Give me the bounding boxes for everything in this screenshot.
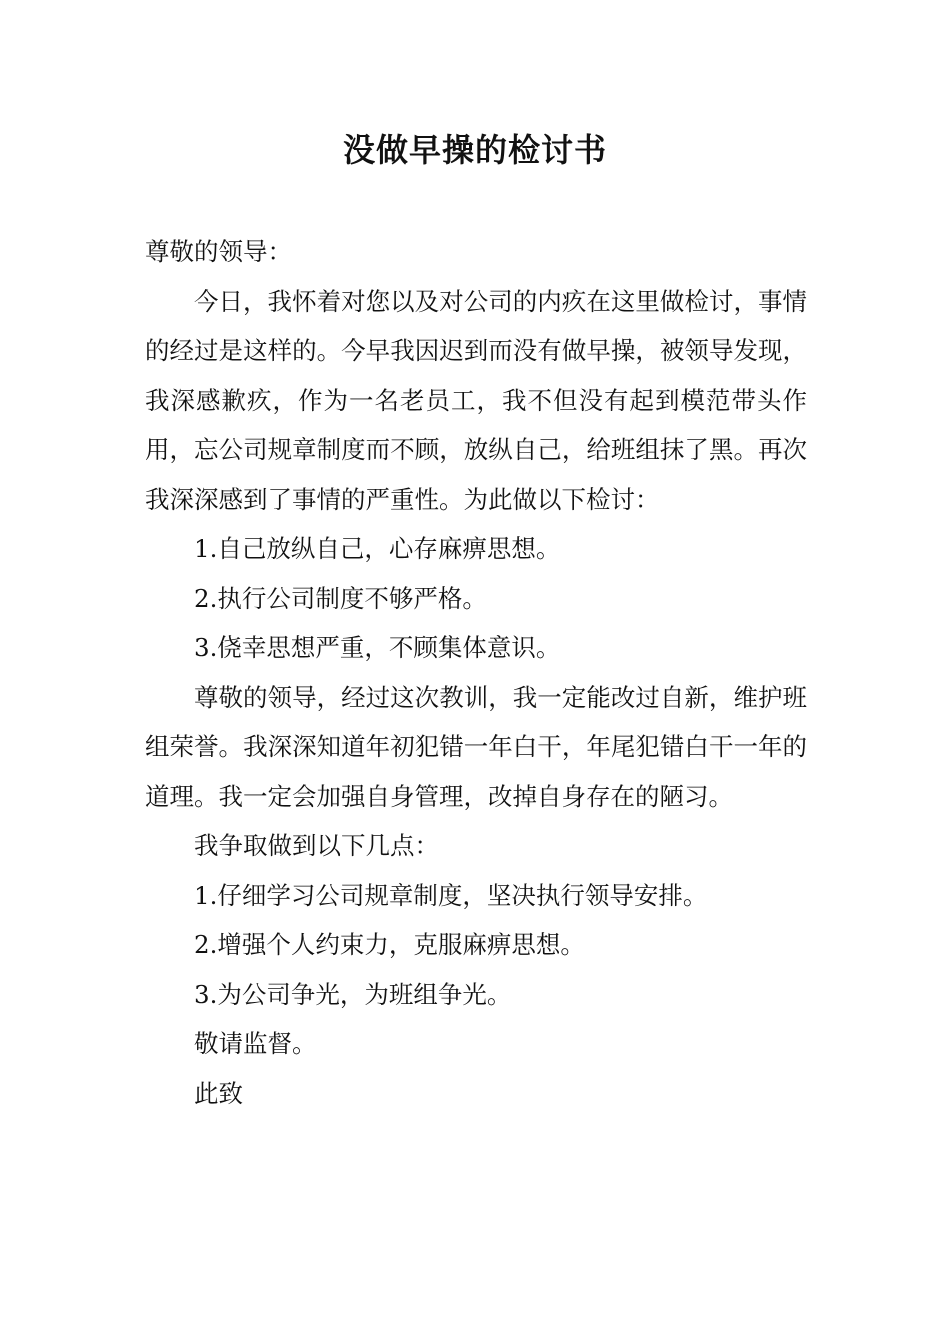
closing: 此致 [194,1078,243,1108]
goal-point-1: 1.仔细学习公司规章制度，坚决执行领导安排。 [194,880,708,910]
review-point-1: 1.自己放纵自己，心存麻痹思想。 [194,534,561,563]
salutation: 尊敬的领导： [145,237,292,266]
review-point-3: 3.侥幸思想严重，不顾集体意识。 [194,633,561,662]
document-body [145,227,807,1118]
paragraph-goals-intro: 我争取做到以下几点： [194,831,439,860]
supervision-request: 敬请监督。 [194,1029,317,1058]
review-point-2: 2.执行公司制度不够严格。 [194,583,487,613]
goal-point-2: 2.增强个人约束力，克服麻痹思想。 [194,930,585,959]
document-title: 没做早操的检讨书 [342,131,607,169]
goal-point-3: 3.为公司争光，为班组争光。 [194,979,512,1009]
paragraph-intro: 今日，我怀着对您以及对公司的内疚在这里做检讨，事情的经过是这样的。今早我因迟到而没有做早操，被领导发现，我深感歉疚，作为一名老员工，我不但没有起到模范带头作用，忘公司规章制度而不顾，放纵自己，给班组抹了黑。再次我深深感到了事情的严重性。为此做以下检讨： [145,286,807,514]
paragraph-commitment: 尊敬的领导，经过这次教训，我一定能改过自新，维护班组荣誉。我深深知道年初犯错一年白干，年尾犯错白干一年的道理。我一定会加强自身管理，改掉自身存在的陋习。 [145,682,807,811]
